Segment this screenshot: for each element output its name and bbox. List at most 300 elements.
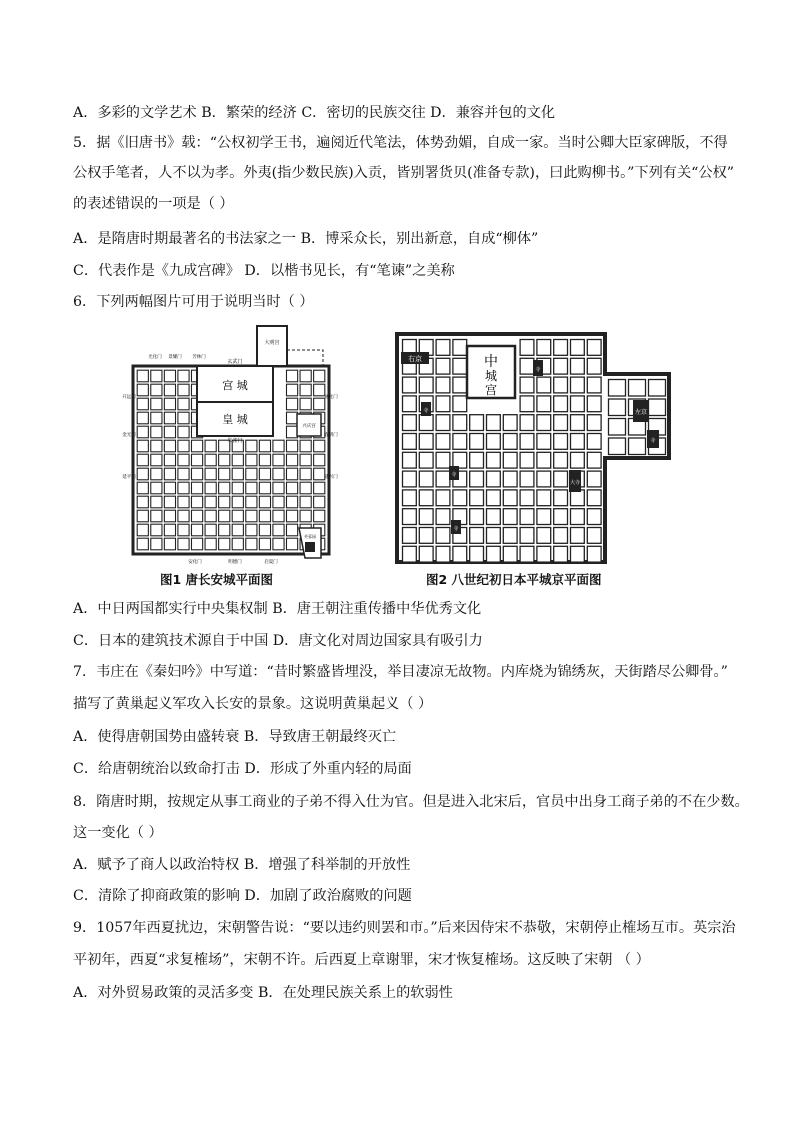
heijokyo-block	[453, 358, 467, 374]
heijokyo-block	[571, 434, 585, 450]
q7-text-line1: 7．韦庄在《秦妇吟》中写道：“昔时繁盛皆埋没，举目凄凉无故物。内库烧为锦绣灰，天街踏尽公卿骨。”	[73, 664, 728, 680]
q6-options-cd: C．日本的建筑技术源自于中国 D．唐文化对周边国家具有吸引力	[73, 633, 483, 649]
heijokyo-block	[554, 434, 568, 450]
heijokyo-block	[587, 396, 601, 412]
heijokyo-block	[587, 546, 601, 562]
q5-text-line2: 公权手笔者，人不以为孝。外夷(指少数民族)入贡，皆别署货贝(准备专款)，曰此购柳书。”下列有关“公权”	[73, 165, 735, 181]
changan-block	[205, 468, 216, 480]
heijokyo-block	[503, 490, 517, 506]
heijokyo-block	[503, 452, 517, 468]
heijokyo-block	[520, 415, 534, 431]
changan-block	[178, 440, 189, 452]
heijokyo-block	[537, 490, 551, 506]
changan-block	[314, 510, 325, 522]
changan-block	[164, 482, 175, 494]
heijokyo-block	[554, 546, 568, 562]
changan-block	[137, 440, 148, 452]
changan-block	[164, 440, 175, 452]
heijokyo-block	[419, 434, 433, 450]
gong-char: 宫	[484, 383, 498, 397]
q8-text-line1: 8．隋唐时期，按规定从事工商业的子弟不得入仕为官。但是进入北宋后，官员中出身工商子弟的不在少数。	[73, 794, 749, 810]
changan-block	[178, 482, 189, 494]
heijokyo-block	[470, 415, 484, 431]
q5-text-line1: 5．据《旧唐书》载：“公权初学王书，遍阅近代笔法，体势劲媚，自成一家。当时公卿大臣家碑版，不得	[73, 135, 728, 151]
changan-block	[137, 538, 148, 550]
changan-block	[137, 524, 148, 536]
heijokyo-block	[403, 546, 417, 562]
q8-options-cd: C．清除了抑商政策的影响 D．加剧了政治腐败的问题	[73, 888, 412, 904]
changan-block	[191, 440, 202, 452]
changan-block	[314, 468, 325, 480]
heijokyo-block	[453, 434, 467, 450]
changan-block	[314, 370, 325, 382]
heijokyo-block	[571, 509, 585, 525]
temple-label-5: 寺	[650, 438, 656, 444]
changan-block	[178, 412, 189, 424]
changan-block	[273, 496, 284, 508]
changan-block	[300, 384, 311, 396]
heijokyo-block	[487, 528, 501, 544]
heijokyo-block	[520, 396, 534, 412]
changan-block	[137, 370, 148, 382]
changan-block	[219, 510, 230, 522]
changan-block	[246, 440, 257, 452]
gate-right-1: 通化门	[324, 395, 338, 400]
changan-block	[232, 482, 243, 494]
heijokyo-map-figure	[393, 330, 673, 568]
changan-block	[219, 524, 230, 536]
heijokyo-block	[520, 358, 534, 374]
changan-block	[232, 454, 243, 466]
heijokyo-block	[537, 434, 551, 450]
q7-text-line2: 描写了黄巢起义军攻入长安的景象。这说明黄巢起义（ ）	[73, 696, 433, 712]
daming-wall-dashed	[287, 350, 323, 366]
changan-block	[191, 538, 202, 550]
temple-label-6: 大寺	[569, 480, 581, 486]
changan-block	[151, 440, 162, 452]
gate-bottom-3: 启夏门	[264, 560, 278, 565]
changan-block	[151, 510, 162, 522]
changan-block	[314, 440, 325, 452]
heijokyo-block	[587, 528, 601, 544]
changan-block	[205, 538, 216, 550]
heijokyo-block	[537, 528, 551, 544]
changan-block	[191, 524, 202, 536]
heijokyo-block	[571, 340, 585, 356]
heijokyo-block	[436, 415, 450, 431]
heijokyo-block	[587, 434, 601, 450]
changan-block	[151, 538, 162, 550]
changan-block	[164, 384, 175, 396]
changan-block	[164, 370, 175, 382]
gate-bottom-2: 明德门	[228, 560, 242, 565]
q6-stem: 6．下列两幅图片可用于说明当时（ ）	[73, 294, 314, 310]
heijokyo-block	[587, 471, 601, 487]
heijokyo-block	[436, 546, 450, 562]
heijokyo-block	[587, 358, 601, 374]
heijokyo-block	[403, 434, 417, 450]
heijokyo-block	[419, 452, 433, 468]
heijokyo-block	[403, 377, 417, 393]
changan-block	[205, 482, 216, 494]
heijokyo-block	[554, 528, 568, 544]
changan-block	[164, 524, 175, 536]
heijokyo-block	[609, 438, 626, 455]
changan-block	[137, 398, 148, 410]
heijokyo-block	[436, 340, 450, 356]
changan-block	[286, 426, 297, 438]
changan-block	[178, 384, 189, 396]
heijokyo-block	[649, 399, 666, 416]
temple-label-2: 寺	[451, 472, 457, 478]
heijokyo-block	[453, 546, 467, 562]
changan-block	[300, 398, 311, 410]
heijokyo-block	[587, 452, 601, 468]
changan-block	[191, 454, 202, 466]
changan-block	[300, 370, 311, 382]
gate-bottom-1: 安化门	[188, 560, 202, 565]
heijokyo-block	[503, 509, 517, 525]
heijokyo-block	[587, 415, 601, 431]
heijokyo-block	[587, 340, 601, 356]
heijokyo-block	[629, 438, 646, 455]
changan-block	[137, 384, 148, 396]
changan-block	[151, 468, 162, 480]
heijokyo-block	[487, 471, 501, 487]
heijokyo-block	[403, 528, 417, 544]
changan-block	[151, 524, 162, 536]
heijokyo-block	[554, 415, 568, 431]
xingqing-label: 兴庆宫	[302, 424, 316, 429]
heijokyo-block	[554, 490, 568, 506]
heijokyo-block	[419, 415, 433, 431]
changan-block	[246, 496, 257, 508]
heijokyo-block	[503, 415, 517, 431]
heijokyo-block	[503, 434, 517, 450]
changan-block	[286, 398, 297, 410]
changan-block	[286, 524, 297, 536]
heijokyo-block	[554, 358, 568, 374]
heijokyo-block	[571, 528, 585, 544]
heijokyo-block	[403, 415, 417, 431]
changan-block	[232, 496, 243, 508]
changan-block	[286, 370, 297, 382]
changan-block	[151, 482, 162, 494]
zhuque-gate-label: 朱雀门	[227, 438, 243, 444]
heijokyo-block	[436, 528, 450, 544]
changan-block	[273, 510, 284, 522]
changan-block	[314, 398, 325, 410]
heijokyo-block	[537, 452, 551, 468]
heijokyo-block	[587, 509, 601, 525]
changan-block	[314, 496, 325, 508]
heijokyo-block	[436, 452, 450, 468]
heijokyo-block	[571, 452, 585, 468]
changan-block	[137, 412, 148, 424]
changan-block	[219, 538, 230, 550]
changan-block	[300, 482, 311, 494]
changan-block	[151, 370, 162, 382]
heijokyo-block	[487, 434, 501, 450]
changan-block	[151, 384, 162, 396]
heijokyo-block	[520, 340, 534, 356]
heijokyo-block	[470, 434, 484, 450]
heijokyo-block	[403, 509, 417, 525]
changan-block	[178, 538, 189, 550]
heijokyo-block	[453, 415, 467, 431]
changan-block	[286, 454, 297, 466]
heijokyo-block	[419, 471, 433, 487]
changan-block	[273, 468, 284, 480]
heijokyo-block	[403, 452, 417, 468]
heijokyo-block	[470, 471, 484, 487]
changan-block	[151, 398, 162, 410]
changan-block	[286, 510, 297, 522]
changan-block	[286, 468, 297, 480]
heijokyo-block	[453, 340, 467, 356]
q5-text-line3: 的表述错误的一项是（ ）	[73, 196, 234, 212]
heijokyo-block	[436, 434, 450, 450]
changan-block	[273, 524, 284, 536]
right-capital-label: 右京	[408, 355, 422, 363]
heijokyo-block	[537, 471, 551, 487]
changan-block	[300, 496, 311, 508]
heijokyo-block	[436, 377, 450, 393]
changan-block	[300, 440, 311, 452]
heijokyo-block	[470, 546, 484, 562]
changan-block	[286, 538, 297, 550]
heijokyo-block	[403, 396, 417, 412]
heijokyo-block	[629, 380, 646, 397]
gate-top-2: 景耀门	[168, 355, 182, 360]
gate-left-1: 开远门	[122, 395, 136, 400]
changan-block	[259, 524, 270, 536]
changan-block	[273, 440, 284, 452]
changan-block	[151, 412, 162, 424]
heijokyo-block	[436, 509, 450, 525]
heijokyo-block	[587, 377, 601, 393]
heijokyo-block	[470, 490, 484, 506]
changan-block	[219, 496, 230, 508]
q8-options-ab: A．赋予了商人以政治特权 B．增强了科举制的开放性	[73, 857, 411, 873]
heijokyo-block	[571, 490, 585, 506]
changan-block	[164, 510, 175, 522]
temple-label-4: 寺	[535, 367, 541, 373]
figure2-caption: 图2 八世纪初日本平城京平面图	[426, 572, 602, 587]
changan-block	[178, 426, 189, 438]
q5-options-ab: A．是隋唐时期最著名的书法家之一 B．博采众长，别出新意，自成“柳体”	[73, 231, 539, 247]
changan-block	[151, 454, 162, 466]
gate-left-2: 金光门	[122, 433, 136, 438]
daming-palace-outline	[257, 326, 287, 366]
heijokyo-block	[487, 546, 501, 562]
changan-block	[286, 412, 297, 424]
changan-block	[259, 454, 270, 466]
q7-options-ab: A．使得唐朝国势由盛转衰 B．导致唐王朝最终灭亡	[73, 729, 397, 745]
changan-block	[246, 468, 257, 480]
heijokyo-block	[520, 490, 534, 506]
changan-block	[137, 454, 148, 466]
daming-label: 大明宫	[264, 340, 280, 346]
figure1-caption: 图1 唐长安城平面图	[160, 572, 274, 587]
changan-block	[164, 398, 175, 410]
changan-block	[164, 538, 175, 550]
changan-block	[205, 454, 216, 466]
heijokyo-block	[554, 452, 568, 468]
furong-label: 芙蓉园	[304, 534, 316, 539]
changan-block	[314, 454, 325, 466]
q6-options-ab: A．中日两国都实行中央集权制 B．唐王朝注重传播中华优秀文化	[73, 601, 482, 617]
heijokyo-block	[403, 471, 417, 487]
heijokyo-block	[609, 419, 626, 436]
heijokyo-block	[520, 377, 534, 393]
temple-label-1: 寺	[423, 408, 429, 414]
changan-block	[232, 538, 243, 550]
changan-block	[137, 426, 148, 438]
q9-text-line1: 9．1057年西夏扰边，宋朝警告说：“要以违约则罢和市。”后来因侍宋不恭敬，宋朝停止榷场互市。英宗治	[73, 920, 736, 936]
changan-block	[259, 496, 270, 508]
changan-block	[178, 454, 189, 466]
changan-block	[286, 482, 297, 494]
heijokyo-block	[453, 490, 467, 506]
heijokyo-block	[520, 471, 534, 487]
q8-text-line2: 这一变化（ ）	[73, 825, 163, 841]
heijokyo-block	[520, 528, 534, 544]
heijokyo-block	[520, 452, 534, 468]
changan-block	[205, 496, 216, 508]
changan-block	[191, 468, 202, 480]
changan-block	[259, 510, 270, 522]
changan-block	[314, 384, 325, 396]
changan-block	[151, 496, 162, 508]
changan-block	[246, 454, 257, 466]
gate-top-3: 芳林门	[192, 355, 206, 360]
q7-options-cd: C．给唐朝统治以致命打击 D．形成了外重内轻的局面	[73, 761, 412, 777]
changan-block	[219, 482, 230, 494]
heijokyo-block	[419, 490, 433, 506]
changan-block	[164, 426, 175, 438]
changan-block	[178, 524, 189, 536]
heijokyo-block	[520, 434, 534, 450]
heijokyo-block	[436, 471, 450, 487]
xuanwu-gate-label: 玄武门	[227, 359, 243, 365]
heijokyo-block	[609, 399, 626, 416]
heijokyo-block	[419, 546, 433, 562]
changan-block	[273, 538, 284, 550]
heijokyo-block	[453, 396, 467, 412]
heijokyo-block	[571, 377, 585, 393]
heijokyo-block	[487, 415, 501, 431]
q9-text-line2: 平初年，西夏“求复榷场”，宋朝不许。后西夏上章谢罪，宋才恢复榷场。这反映了宋朝 （ ）	[73, 952, 650, 968]
heijokyo-block	[470, 509, 484, 525]
heijokyo-block	[571, 358, 585, 374]
changan-block	[246, 482, 257, 494]
changan-block	[205, 440, 216, 452]
changan-block	[259, 468, 270, 480]
changan-block	[164, 468, 175, 480]
heijokyo-block	[503, 471, 517, 487]
q5-options-cd: C．代表作是《九成宫碑》 D．以楷书见长，有“笔谏”之美称	[73, 263, 455, 279]
heijokyo-block	[554, 509, 568, 525]
gate-right-3: 延兴门	[324, 475, 338, 480]
changan-block	[191, 482, 202, 494]
heijokyo-block	[554, 377, 568, 393]
changan-block	[300, 454, 311, 466]
changan-block	[191, 510, 202, 522]
changan-block	[232, 468, 243, 480]
heijokyo-block	[520, 546, 534, 562]
temple-label-3: 寺	[453, 526, 459, 532]
changan-block	[300, 468, 311, 480]
heijokyo-block	[537, 396, 551, 412]
changan-block	[314, 482, 325, 494]
heijokyo-block	[537, 546, 551, 562]
heijokyo-block	[419, 528, 433, 544]
changan-block	[259, 482, 270, 494]
heijokyo-block	[609, 380, 626, 397]
changan-block	[246, 510, 257, 522]
gate-top-1: 光化门	[148, 355, 162, 360]
changan-block	[164, 496, 175, 508]
heijokyo-block	[487, 452, 501, 468]
changan-block	[273, 454, 284, 466]
furong-pond	[305, 542, 315, 552]
heijokyo-block	[436, 358, 450, 374]
gate-left-3: 延平门	[122, 475, 136, 480]
heijokyo-block	[537, 377, 551, 393]
heijokyo-block	[649, 380, 666, 397]
q9-options-ab: A．对外贸易政策的灵活多变 B．在处理民族关系上的软弱性	[73, 985, 453, 1001]
zhong-char: 中	[484, 354, 498, 370]
changan-block	[137, 510, 148, 522]
changan-block	[137, 496, 148, 508]
left-capital-label: 左京	[634, 409, 648, 416]
changan-block	[178, 398, 189, 410]
heijokyo-block	[520, 509, 534, 525]
changan-block	[219, 468, 230, 480]
changan-map-figure	[122, 318, 338, 568]
heijokyo-block	[436, 490, 450, 506]
changan-block	[286, 496, 297, 508]
changan-block	[273, 482, 284, 494]
changan-block	[286, 384, 297, 396]
heijokyo-block	[571, 396, 585, 412]
heijokyo-block	[587, 490, 601, 506]
heijokyo-block	[503, 528, 517, 544]
changan-block	[205, 510, 216, 522]
q4-options: A．多彩的文学艺术 B．繁荣的经济 C．密切的民族交往 D．兼容并包的文化	[73, 105, 556, 121]
changan-block	[151, 426, 162, 438]
changan-block	[286, 440, 297, 452]
changan-block	[164, 454, 175, 466]
heijokyo-block	[537, 340, 551, 356]
huang-cheng-label: 皇 城	[222, 413, 248, 426]
heijokyo-block	[571, 546, 585, 562]
changan-block	[137, 482, 148, 494]
heijokyo-block	[403, 490, 417, 506]
gate-right-2: 春明门	[324, 433, 338, 438]
heijokyo-block	[503, 546, 517, 562]
heijokyo-block	[537, 509, 551, 525]
heijokyo-block	[419, 377, 433, 393]
heijokyo-block	[453, 377, 467, 393]
changan-block	[205, 524, 216, 536]
changan-block	[178, 496, 189, 508]
changan-block	[232, 524, 243, 536]
changan-block	[137, 468, 148, 480]
heijokyo-block	[554, 471, 568, 487]
heijokyo-block	[554, 340, 568, 356]
